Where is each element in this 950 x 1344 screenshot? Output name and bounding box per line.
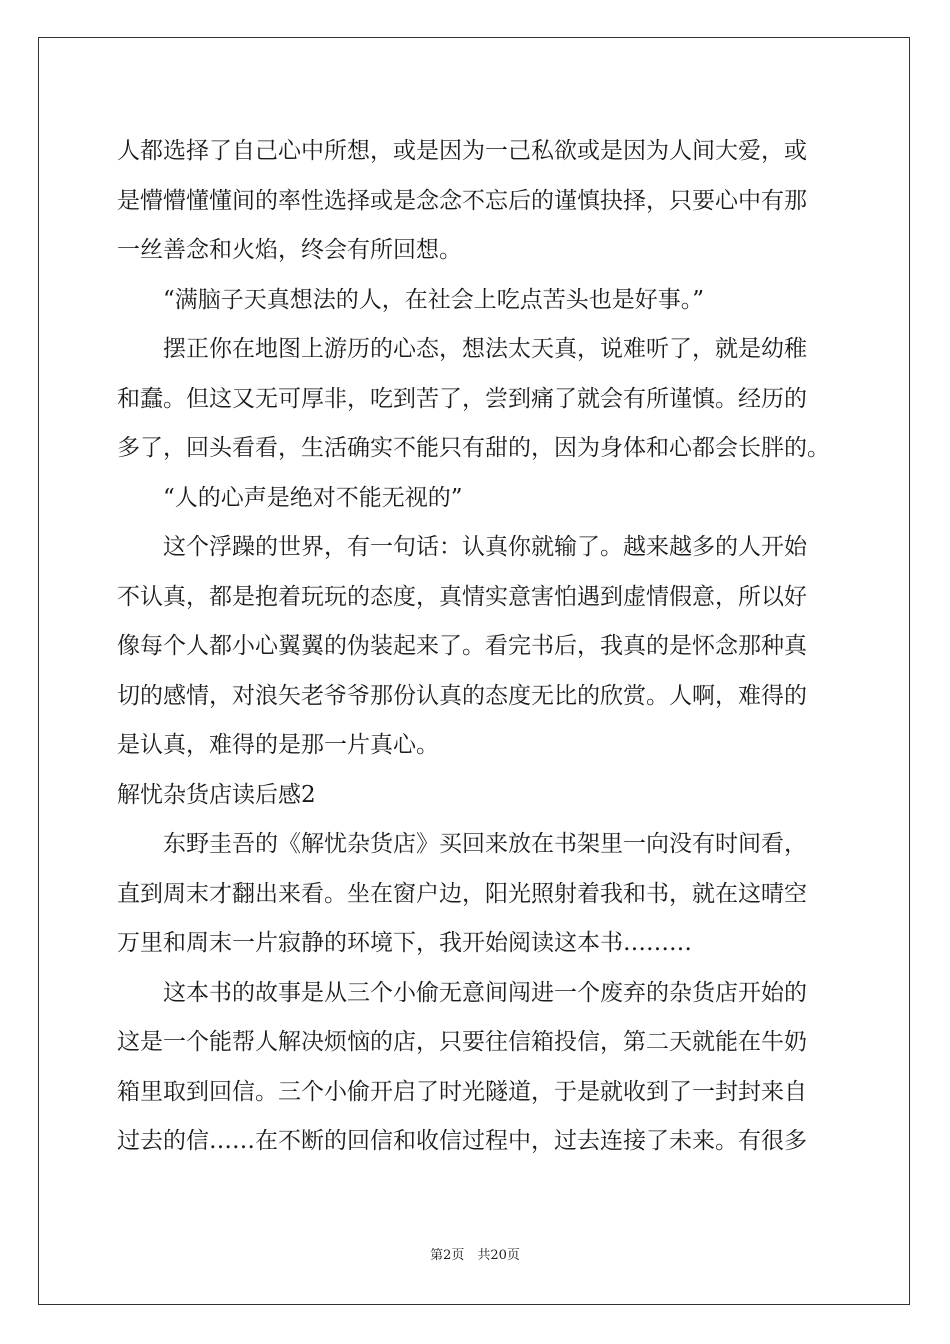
text-line: 摆正你在地图上游历的心态，想法太天真，说难听了，就是幼稚 — [117, 336, 807, 362]
text-line: 和蠢。但这又无可厚非，吃到苦了，尝到痛了就会有所谨慎。经历的 — [117, 385, 807, 412]
text-line: 是认真，难得的是那一片真心。 — [117, 732, 439, 758]
text-line: 过去的信……在不断的回信和收信过程中，过去连接了未来。有很多 — [117, 1128, 807, 1154]
text-line: 这是一个能帮人解决烦恼的店，只要往信箱投信，第二天就能在牛奶 — [117, 1029, 807, 1055]
section-heading: 解忧杂货店读后感2 — [117, 781, 316, 808]
text-line: 这个浮躁的世界，有一句话：认真你就输了。越来越多的人开始 — [117, 534, 807, 560]
text-line: 切的感情，对浪矢老爷爷那份认真的态度无比的欣赏。人啊，难得的 — [117, 682, 807, 709]
text-line: 人都选择了自己心中所想，或是因为一己私欲或是因为人间大爱，或 — [117, 138, 807, 164]
text-line: 箱里取到回信。三个小偷开启了时光隧道，于是就收到了一封封来自 — [117, 1078, 807, 1105]
document-body — [117, 127, 837, 1167]
text-line: 不认真，都是抱着玩玩的态度，真情实意害怕遇到虚情假意，所以好 — [117, 583, 807, 610]
text-line: 直到周末才翻出来看。坐在窗户边，阳光照射着我和书，就在这晴空 — [117, 880, 807, 907]
text-line: 是懵懵懂懂间的率性选择或是念念不忘后的谨慎抉择，只要心中有那 — [117, 187, 807, 214]
text-line: 多了，回头看看，生活确实不能只有甜的，因为身体和心都会长胖的。 — [117, 435, 830, 461]
page-number-footer: 第2页 共20页 — [430, 1248, 520, 1263]
text-line: “人的心声是绝对不能无视的” — [117, 484, 463, 511]
text-line: “满脑子天真想法的人，在社会上吃点苦头也是好事。” — [117, 286, 705, 313]
text-line: 东野圭吾的《解忧杂货店》买回来放在书架里一向没有时间看， — [117, 831, 807, 857]
text-line: 这本书的故事是从三个小偷无意间闯进一个废弃的杂货店开始的 — [117, 979, 807, 1006]
text-line: 像每个人都小心翼翼的伪装起来了。看完书后，我真的是怀念那种真 — [117, 633, 807, 659]
text-line: 万里和周末一片寂静的环境下，我开始阅读这本书……… — [117, 930, 692, 956]
text-line: 一丝善念和火焰，终会有所回想。 — [117, 237, 462, 263]
